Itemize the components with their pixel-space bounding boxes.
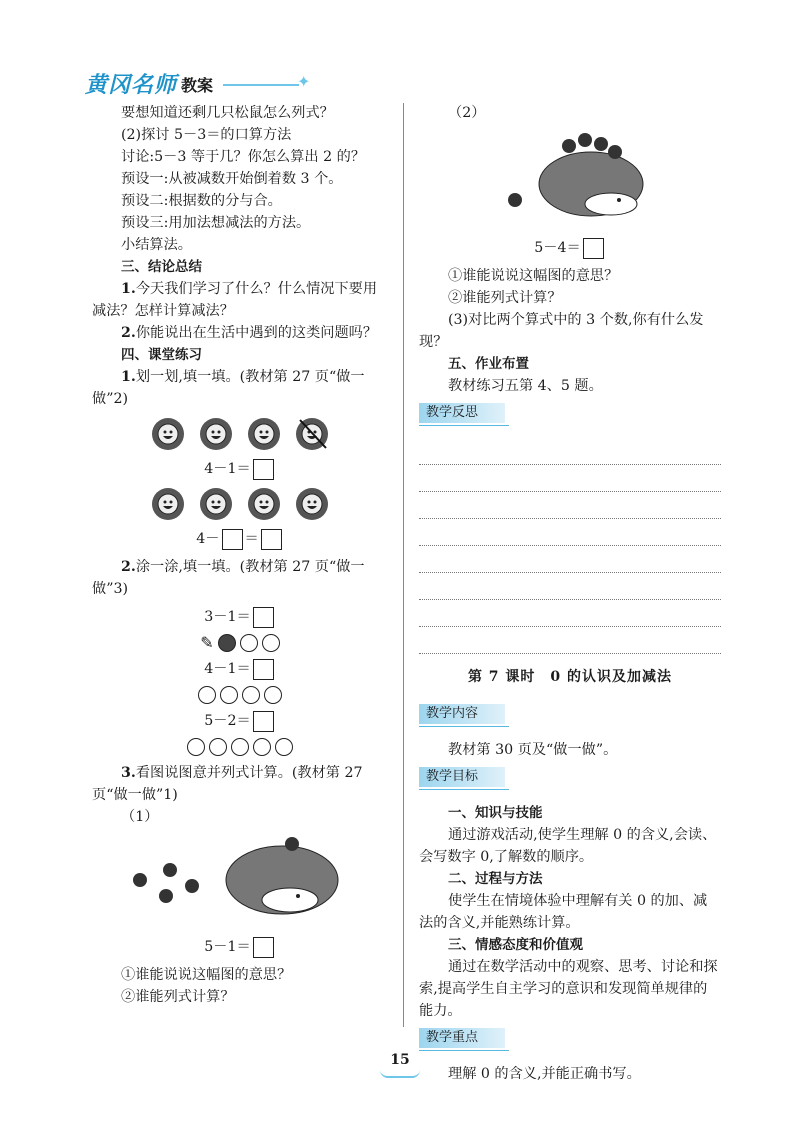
star-icon: ✦	[297, 72, 311, 91]
equation	[92, 528, 388, 550]
page-header	[85, 68, 325, 98]
goal-text: 通过游戏活动,使学生理解 0 的含义,会读、会写数字 0,了解数的顺序。	[419, 827, 717, 865]
writing-line[interactable]	[419, 600, 721, 627]
text-line: 预设一:从被减数开始倒着数 3 个。	[121, 171, 343, 187]
equation	[92, 458, 388, 480]
reflection-lines	[419, 438, 721, 654]
goal-heading: 三、情感态度和价值观	[448, 937, 583, 953]
flower-face-icon	[198, 416, 234, 452]
equation	[92, 710, 388, 732]
circle-row	[92, 634, 388, 652]
section-tag-label: 教学反思	[426, 405, 479, 420]
answer-box[interactable]	[261, 529, 282, 550]
text-line: 教材练习五第 4、5 题。	[448, 378, 603, 394]
flower-face-icon	[198, 486, 234, 522]
section-tag-label: 教学目标	[426, 769, 479, 784]
writing-line[interactable]	[419, 573, 721, 600]
equation	[92, 658, 388, 680]
answer-box[interactable]	[583, 238, 604, 259]
equation-text: 4－	[196, 531, 220, 547]
text-line: 预设三:用加法想减法的方法。	[121, 215, 311, 231]
column-divider	[403, 103, 404, 1027]
section-tag-label: 教学内容	[426, 706, 479, 721]
writing-line[interactable]	[419, 627, 721, 654]
flower-face-icon	[294, 486, 330, 522]
circle	[187, 738, 205, 756]
equation	[92, 936, 388, 958]
circle	[220, 686, 238, 704]
sub-label: （2）	[448, 105, 486, 121]
lesson-title: 第 7 课时 0 的认识及加减法	[467, 669, 673, 685]
question	[92, 278, 388, 322]
section-tag	[419, 403, 509, 427]
exercise-text: 看图说图意并列式计算。(教材第 27 页“做一做”1)	[92, 765, 363, 803]
goal-heading: 一、知识与技能	[448, 805, 543, 821]
circle-row	[92, 686, 388, 704]
equation	[92, 606, 388, 628]
question-text: 今天我们学习了什么？什么情况下要用减法？怎样计算减法？	[92, 281, 378, 319]
circle	[240, 634, 258, 652]
equation-text: 5－1＝	[204, 939, 251, 955]
answer-box[interactable]	[253, 459, 274, 480]
exercise-number: 3.	[121, 765, 136, 781]
writing-line[interactable]	[419, 519, 721, 546]
question-number: 2.	[121, 325, 136, 341]
text-line: (2)探讨 5－3＝的口算方法	[121, 127, 292, 143]
section-heading: 五、作业布置	[448, 356, 529, 372]
answer-box[interactable]	[253, 659, 274, 680]
text-line: ②谁能列式计算？	[121, 989, 235, 1005]
section-heading: 四、课堂练习	[121, 347, 202, 363]
right-column	[419, 102, 721, 1085]
text-line: ①谁能说说这幅图的意思？	[121, 967, 292, 983]
flower-face-crossed-icon	[294, 416, 330, 452]
exercise	[92, 762, 388, 806]
circle-row	[92, 738, 388, 756]
circle	[264, 686, 282, 704]
writing-line[interactable]	[419, 438, 721, 465]
goal-text: 通过在数学活动中的观察、思考、讨论和探索,提高学生自主学习的意识和发现简单规律的能力。	[419, 959, 718, 1019]
section-tag-label: 教学重点	[426, 1030, 479, 1045]
flower-face-icon	[246, 416, 282, 452]
equation-text: 5－4＝	[534, 240, 581, 256]
section-tag	[419, 704, 509, 728]
circle	[198, 686, 216, 704]
text-line: (3)对比两个算式中的 3 个数,你有什么发现？	[419, 312, 704, 350]
circle	[262, 634, 280, 652]
answer-box[interactable]	[253, 937, 274, 958]
circle	[242, 686, 260, 704]
flower-face-icon	[150, 486, 186, 522]
circle	[253, 738, 271, 756]
circle-filled	[218, 634, 236, 652]
flower-row	[92, 486, 388, 522]
exercise-text: 划一划,填一填。(教材第 27 页“做一做”2)	[92, 369, 365, 407]
page-number: 15	[390, 1052, 410, 1068]
writing-line[interactable]	[419, 492, 721, 519]
left-column	[92, 102, 388, 1008]
exercise-number: 2.	[121, 559, 136, 575]
page-number-ornament	[380, 1070, 420, 1078]
writing-line[interactable]	[419, 465, 721, 492]
equation	[419, 237, 721, 259]
section-heading: 三、结论总结	[121, 259, 202, 275]
text-line: 预设二:根据数的分与合。	[121, 193, 282, 209]
goal-text: 使学生在情境体验中理解有关 0 的加、减法的含义,并能熟练计算。	[419, 893, 708, 931]
text-line: 理解 0 的含义,并能正确书写。	[448, 1066, 641, 1082]
exercise-number: 1.	[121, 369, 136, 385]
flower-face-icon	[246, 486, 282, 522]
equation-text: 4－1＝	[204, 461, 251, 477]
flower-row-crossed	[92, 416, 388, 452]
equation-text: 4－1＝	[204, 661, 251, 677]
equation-text: 3－1＝	[204, 609, 251, 625]
equation-text: 5－2＝	[204, 713, 251, 729]
hedgehog-apples-illustration	[419, 124, 721, 224]
goal-heading: 二、过程与方法	[448, 871, 543, 887]
flower-face-icon	[150, 416, 186, 452]
sub-label: （1）	[121, 809, 159, 825]
exercise	[92, 556, 388, 600]
circle	[275, 738, 293, 756]
question	[92, 322, 388, 344]
circle	[231, 738, 249, 756]
exercise-text: 涂一涂,填一填。(教材第 27 页“做一做”3)	[92, 559, 365, 597]
exercise	[92, 366, 388, 410]
text-line: 讨论:5－3 等于几？你怎么算出 2 的？	[121, 149, 366, 165]
text-line: 要想知道还剩几只松鼠怎么列式？	[121, 105, 334, 121]
text-line: 小结算法。	[121, 237, 192, 253]
text-line: 教材第 30 页及“做一做”。	[448, 742, 618, 758]
text-line: ②谁能列式计算？	[448, 290, 562, 306]
header-rule	[223, 84, 299, 86]
writing-line[interactable]	[419, 546, 721, 573]
answer-box[interactable]	[222, 529, 243, 550]
answer-box[interactable]	[253, 607, 274, 628]
question-number: 1.	[121, 281, 136, 297]
circle	[209, 738, 227, 756]
equation-text: ＝	[244, 531, 259, 547]
section-tag	[419, 767, 509, 791]
question-text: 你能说出在生活中遇到的这类问题吗？	[135, 325, 378, 341]
brand-logo: 黄冈名师	[85, 73, 178, 98]
text-line: ①谁能说说这幅图的意思？	[448, 268, 619, 284]
pencil-icon: ✎	[200, 633, 214, 652]
section-tag	[419, 1028, 509, 1052]
header-subtitle: 教案	[181, 76, 214, 95]
answer-box[interactable]	[253, 711, 274, 732]
hedgehog-apples-illustration	[92, 828, 388, 923]
